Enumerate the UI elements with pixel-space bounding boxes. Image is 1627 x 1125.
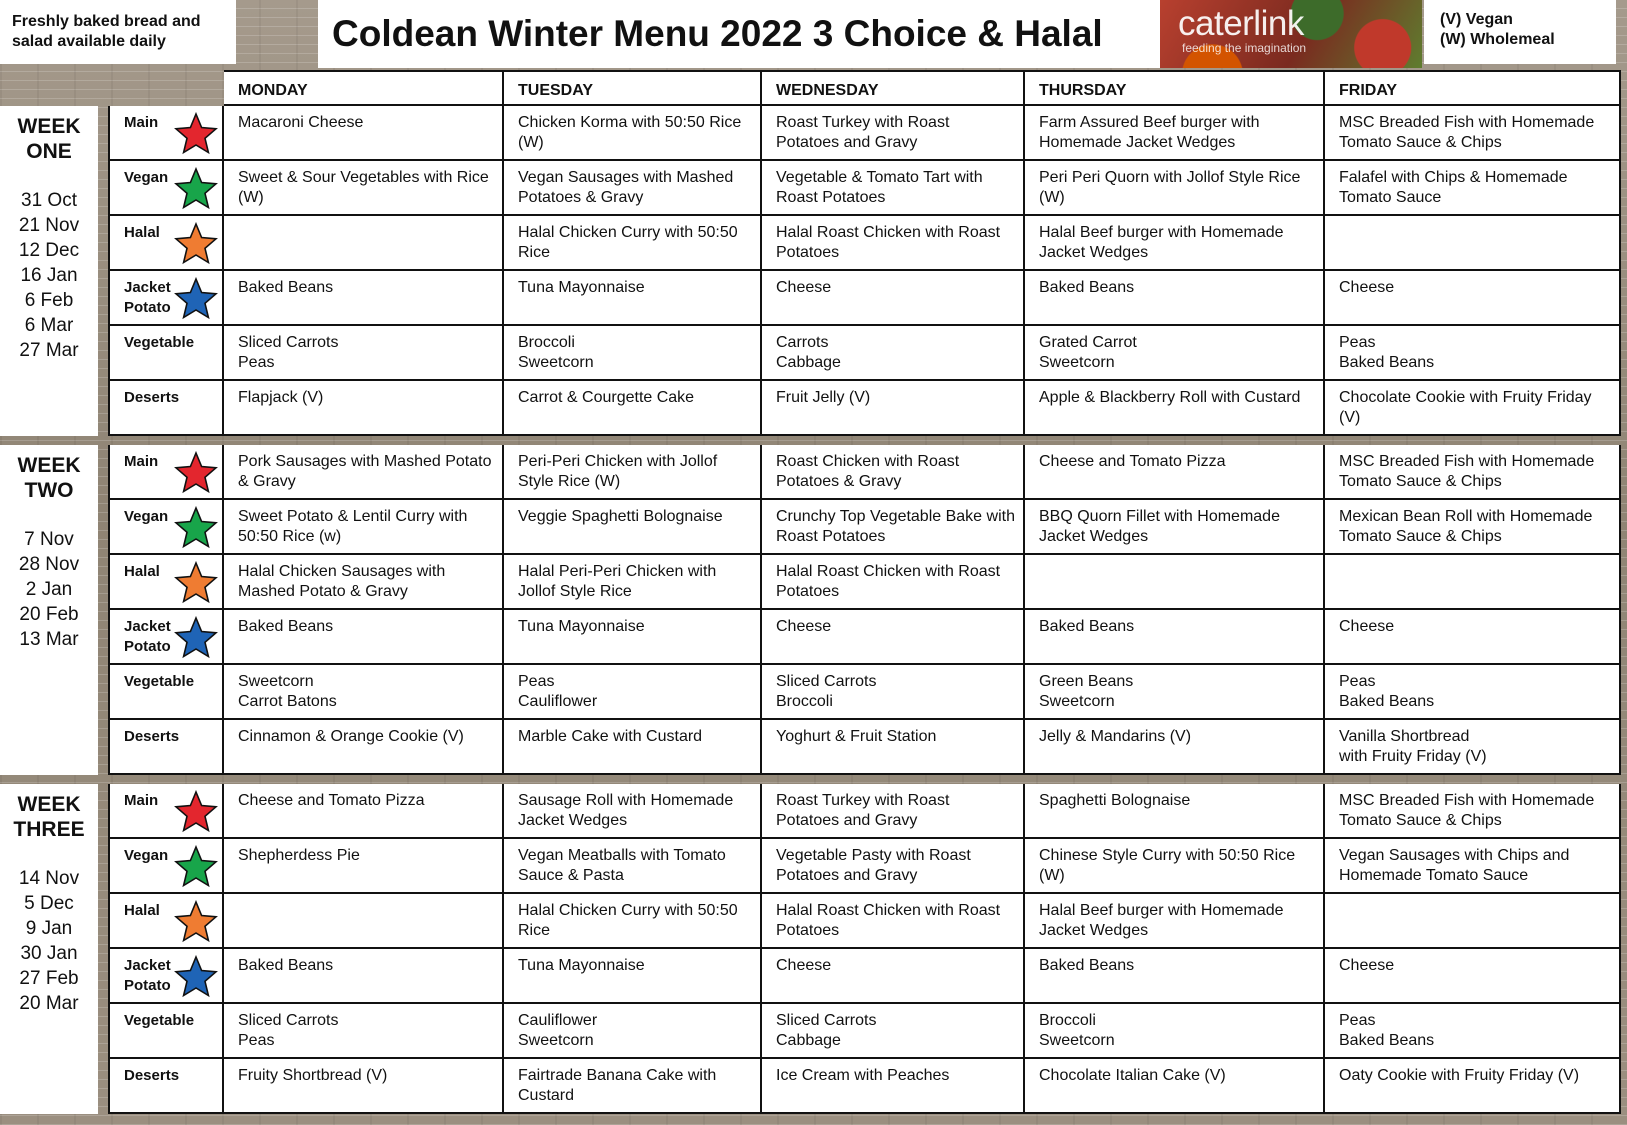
menu-cell-monday: Sweet Potato & Lentil Curry with 50:50 Rice (w) (224, 500, 504, 555)
blue-star-icon (174, 616, 218, 660)
menu-cell-thursday: Halal Beef burger with Homemade Jacket Wedges (1025, 894, 1325, 949)
week-side-panel (0, 445, 98, 775)
category-label-text: Main (124, 792, 159, 809)
menu-cell-thursday: Broccoli Sweetcorn (1025, 1004, 1325, 1059)
category-label-text: Vegetable (124, 1012, 195, 1029)
week-date: 12 Dec (18, 240, 80, 261)
menu-row-vegetable (108, 665, 1621, 720)
menu-cell-friday: Peas Baked Beans (1325, 326, 1621, 381)
caterlink-logo (1160, 0, 1422, 68)
week-side-panel (0, 106, 98, 436)
menu-cell-tuesday: Halal Peri-Peri Chicken with Jollof Style Rice (504, 555, 762, 610)
blue-star-icon (174, 277, 218, 321)
menu-row-halal (108, 555, 1621, 610)
menu-cell-tuesday: Vegan Sausages with Mashed Potatoes & Gravy (504, 161, 762, 216)
week-date: 13 Mar (19, 629, 79, 650)
menu-cell-friday (1325, 555, 1621, 610)
category-label-text: Vegan (124, 847, 169, 864)
menu-cell-thursday: Chocolate Italian Cake (V) (1025, 1059, 1325, 1114)
week-divider (108, 436, 1621, 445)
menu-cell-wednesday: Sliced Carrots Broccoli (762, 665, 1025, 720)
menu-cell-thursday: Grated Carrot Sweetcorn (1025, 326, 1325, 381)
week-dates (0, 527, 98, 652)
week-date: 20 Feb (19, 604, 79, 625)
menu-cell-monday: Sliced Carrots Peas (224, 1004, 504, 1059)
menu-cell-tuesday: Cauliflower Sweetcorn (504, 1004, 762, 1059)
menu-cell-wednesday: Cheese (762, 949, 1025, 1004)
day-header-wednesday: WEDNESDAY (762, 70, 1025, 106)
menu-cell-tuesday: Marble Cake with Custard (504, 720, 762, 775)
category-label (108, 949, 224, 1004)
menu-cell-friday: MSC Breaded Fish with Homemade Tomato Sauce & Chips (1325, 445, 1621, 500)
green-star-icon (174, 506, 218, 550)
week-week-one (17, 106, 1621, 436)
day-header-thursday: THURSDAY (1025, 70, 1325, 106)
category-label-text: Vegan (124, 169, 169, 186)
category-label-text: Halal (124, 224, 160, 241)
legend-vegan: (V) Vegan (1440, 11, 1513, 28)
week-week-three (13, 784, 1621, 1114)
category-label (108, 445, 224, 500)
menu-cell-tuesday: Broccoli Sweetcorn (504, 326, 762, 381)
menu-cell-monday (224, 894, 504, 949)
menu-row-deserts (108, 381, 1621, 436)
week-divider (108, 775, 1621, 784)
menu-cell-thursday: Baked Beans (1025, 271, 1325, 326)
category-label-text: Halal (124, 563, 160, 580)
menu-cell-monday: Halal Chicken Sausages with Mashed Potato & Gravy (224, 555, 504, 610)
week-date: 14 Nov (18, 868, 80, 889)
menu-cell-tuesday: Vegan Meatballs with Tomato Sauce & Pasta (504, 839, 762, 894)
week-date: 6 Feb (24, 290, 74, 311)
menu-row-jacket-potato (108, 949, 1621, 1004)
menu-cell-friday: Peas Baked Beans (1325, 1004, 1621, 1059)
category-label (108, 1059, 224, 1114)
menu-cell-monday: Sliced Carrots Peas (224, 326, 504, 381)
category-label-text: Deserts (124, 728, 180, 745)
category-label (108, 665, 224, 720)
week-date: 16 Jan (20, 265, 78, 286)
menu-cell-friday: Cheese (1325, 610, 1621, 665)
menu-cell-wednesday: Roast Turkey with Roast Potatoes and Gravy (762, 784, 1025, 839)
blue-star-icon (174, 955, 218, 999)
menu-row-main (108, 445, 1621, 500)
week-title: WEEK THREE (13, 793, 85, 841)
category-label-text: Vegan (124, 508, 169, 525)
menu-cell-monday: Baked Beans (224, 271, 504, 326)
menu-cell-tuesday: Tuna Mayonnaise (504, 610, 762, 665)
bread-salad-note: Freshly baked bread and salad available daily (0, 0, 236, 64)
menu-cell-wednesday: Halal Roast Chicken with Roast Potatoes (762, 555, 1025, 610)
week-dates (0, 866, 98, 1016)
menu-title-box (318, 0, 1160, 68)
menu-cell-thursday: Baked Beans (1025, 610, 1325, 665)
menu-cell-monday: Macaroni Cheese (224, 106, 504, 161)
menu-row-deserts (108, 720, 1621, 775)
menu-cell-wednesday: Ice Cream with Peaches (762, 1059, 1025, 1114)
legend-wholemeal: (W) Wholemeal (1440, 31, 1555, 48)
day-header-friday: FRIDAY (1325, 70, 1621, 106)
category-label (108, 839, 224, 894)
menu-cell-wednesday: Yoghurt & Fruit Station (762, 720, 1025, 775)
menu-cell-thursday (1025, 555, 1325, 610)
category-label (108, 271, 224, 326)
menu-cell-wednesday: Cheese (762, 610, 1025, 665)
menu-cell-wednesday: Carrots Cabbage (762, 326, 1025, 381)
menu-cell-monday: Shepherdess Pie (224, 839, 504, 894)
day-header-row (108, 70, 1621, 106)
menu-cell-friday: Falafel with Chips & Homemade Tomato Sauce (1325, 161, 1621, 216)
menu-cell-wednesday: Sliced Carrots Cabbage (762, 1004, 1025, 1059)
category-label (108, 381, 224, 436)
menu-cell-wednesday: Fruit Jelly (V) (762, 381, 1025, 436)
orange-star-icon (174, 222, 218, 266)
category-label (108, 1004, 224, 1059)
menu-row-deserts (108, 1059, 1621, 1114)
category-label-text: Deserts (124, 1067, 180, 1084)
category-label (108, 720, 224, 775)
menu-row-vegetable (108, 326, 1621, 381)
menu-cell-monday: Sweetcorn Carrot Batons (224, 665, 504, 720)
menu-row-vegan (108, 839, 1621, 894)
menu-cell-monday: Baked Beans (224, 949, 504, 1004)
week-date: 21 Nov (18, 215, 80, 236)
category-label (108, 555, 224, 610)
menu-cell-thursday: Green Beans Sweetcorn (1025, 665, 1325, 720)
category-label-text: Vegetable (124, 334, 195, 351)
category-label (108, 106, 224, 161)
category-label-text: Deserts (124, 389, 180, 406)
week-date: 28 Nov (18, 554, 80, 575)
menu-cell-monday: Fruity Shortbread (V) (224, 1059, 504, 1114)
orange-star-icon (174, 561, 218, 605)
menu-row-halal (108, 216, 1621, 271)
menu-row-main (108, 784, 1621, 839)
category-label (108, 500, 224, 555)
menu-cell-tuesday: Peri-Peri Chicken with Jollof Style Rice (W) (504, 445, 762, 500)
menu-cell-monday: Cinnamon & Orange Cookie (V) (224, 720, 504, 775)
menu-row-main (108, 106, 1621, 161)
menu-cell-thursday: Jelly & Mandarins (V) (1025, 720, 1325, 775)
week-date: 9 Jan (25, 918, 73, 939)
menu-cell-tuesday: Tuna Mayonnaise (504, 271, 762, 326)
category-label (108, 784, 224, 839)
menu-cell-monday: Sweet & Sour Vegetables with Rice (W) (224, 161, 504, 216)
menu-cell-thursday: Halal Beef burger with Homemade Jacket Wedges (1025, 216, 1325, 271)
orange-star-icon (174, 900, 218, 944)
day-header-monday: MONDAY (224, 70, 504, 106)
menu-cell-tuesday: Carrot & Courgette Cake (504, 381, 762, 436)
week-date: 20 Mar (19, 993, 79, 1014)
menu-cell-wednesday: Halal Roast Chicken with Roast Potatoes (762, 894, 1025, 949)
menu-cell-monday: Flapjack (V) (224, 381, 504, 436)
week-date: 2 Jan (25, 579, 73, 600)
menu-row-vegan (108, 161, 1621, 216)
menu-cell-friday: Chocolate Cookie with Fruity Friday (V) (1325, 381, 1621, 436)
menu-cell-friday: MSC Breaded Fish with Homemade Tomato Sauce & Chips (1325, 784, 1621, 839)
menu-cell-wednesday: Cheese (762, 271, 1025, 326)
menu-cell-monday (224, 216, 504, 271)
menu-cell-tuesday: Halal Chicken Curry with 50:50 Rice (504, 894, 762, 949)
menu-cell-tuesday: Halal Chicken Curry with 50:50 Rice (504, 216, 762, 271)
menu-cell-wednesday: Vegetable Pasty with Roast Potatoes and Gravy (762, 839, 1025, 894)
week-title: WEEK TWO (17, 454, 81, 502)
menu-cell-monday: Pork Sausages with Mashed Potato & Gravy (224, 445, 504, 500)
page-title: Coldean Winter Menu 2022 3 Choice & Halal (332, 13, 1103, 54)
category-label-text: Halal (124, 902, 160, 919)
menu-cell-friday: Cheese (1325, 271, 1621, 326)
menu-cell-tuesday: Veggie Spaghetti Bolognaise (504, 500, 762, 555)
menu-cell-thursday: Cheese and Tomato Pizza (1025, 445, 1325, 500)
menu-cell-thursday: Baked Beans (1025, 949, 1325, 1004)
day-header-tuesday: TUESDAY (504, 70, 762, 106)
category-label-text: Vegetable (124, 673, 195, 690)
category-label (108, 216, 224, 271)
menu-row-jacket-potato (108, 610, 1621, 665)
menu-cell-friday: Vanilla Shortbread with Fruity Friday (V) (1325, 720, 1621, 775)
menu-cell-friday (1325, 216, 1621, 271)
red-star-icon (174, 790, 218, 834)
menu-cell-friday: Oaty Cookie with Fruity Friday (V) (1325, 1059, 1621, 1114)
red-star-icon (174, 112, 218, 156)
week-date: 6 Mar (24, 315, 74, 336)
category-label (108, 326, 224, 381)
menu-cell-thursday: Farm Assured Beef burger with Homemade Jacket Wedges (1025, 106, 1325, 161)
menu-cell-tuesday: Peas Cauliflower (504, 665, 762, 720)
category-label (108, 894, 224, 949)
menu-cell-thursday: Peri Peri Quorn with Jollof Style Rice (W) (1025, 161, 1325, 216)
week-date: 31 Oct (21, 190, 77, 211)
menu-cell-monday: Baked Beans (224, 610, 504, 665)
week-date: 27 Feb (19, 968, 79, 989)
menu-cell-thursday: Spaghetti Bolognaise (1025, 784, 1325, 839)
category-label (108, 610, 224, 665)
red-star-icon (174, 451, 218, 495)
menu-cell-thursday: Apple & Blackberry Roll with Custard (1025, 381, 1325, 436)
menu-cell-friday: Cheese (1325, 949, 1621, 1004)
category-label (108, 161, 224, 216)
menu-cell-tuesday: Sausage Roll with Homemade Jacket Wedges (504, 784, 762, 839)
green-star-icon (174, 167, 218, 211)
category-label-text: Main (124, 453, 159, 470)
green-star-icon (174, 845, 218, 889)
menu-cell-friday: Vegan Sausages with Chips and Homemade Tomato Sauce (1325, 839, 1621, 894)
menu-cell-tuesday: Chicken Korma with 50:50 Rice (W) (504, 106, 762, 161)
legend (1424, 0, 1616, 64)
brand-tagline: feeding the imagination (1182, 41, 1307, 55)
menu-cell-wednesday: Crunchy Top Vegetable Bake with Roast Potatoes (762, 500, 1025, 555)
menu-cell-friday: Mexican Bean Roll with Homemade Tomato Sauce & Chips (1325, 500, 1621, 555)
menu-cell-wednesday: Halal Roast Chicken with Roast Potatoes (762, 216, 1025, 271)
menu-cell-friday: MSC Breaded Fish with Homemade Tomato Sauce & Chips (1325, 106, 1621, 161)
menu-cell-thursday: Chinese Style Curry with 50:50 Rice (W) (1025, 839, 1325, 894)
menu-cell-wednesday: Roast Turkey with Roast Potatoes and Gravy (762, 106, 1025, 161)
menu-cell-tuesday: Fairtrade Banana Cake with Custard (504, 1059, 762, 1114)
menu-cell-friday: Peas Baked Beans (1325, 665, 1621, 720)
menu-cell-wednesday: Roast Chicken with Roast Potatoes & Gravy (762, 445, 1025, 500)
menu-grid (13, 70, 1621, 1114)
week-week-two (17, 445, 1621, 775)
menu-row-vegan (108, 500, 1621, 555)
week-side-panel (0, 784, 98, 1114)
week-date: 7 Nov (24, 529, 74, 550)
category-label-text: Jacket Potato (124, 618, 171, 655)
week-date: 27 Mar (19, 340, 79, 361)
menu-row-halal (108, 894, 1621, 949)
header-corner (108, 70, 224, 106)
menu-cell-tuesday: Tuna Mayonnaise (504, 949, 762, 1004)
menu-cell-friday (1325, 894, 1621, 949)
brand-name: caterlink (1178, 4, 1304, 43)
menu-cell-monday: Cheese and Tomato Pizza (224, 784, 504, 839)
category-label-text: Jacket Potato (124, 279, 171, 316)
menu-row-jacket-potato (108, 271, 1621, 326)
week-dates (0, 188, 98, 363)
category-label-text: Jacket Potato (124, 957, 171, 994)
category-label-text: Main (124, 114, 159, 131)
menu-cell-thursday: BBQ Quorn Fillet with Homemade Jacket Wedges (1025, 500, 1325, 555)
menu-cell-wednesday: Vegetable & Tomato Tart with Roast Potatoes (762, 161, 1025, 216)
week-date: 30 Jan (20, 943, 78, 964)
week-title: WEEK ONE (17, 115, 81, 163)
week-date: 5 Dec (24, 893, 74, 914)
menu-row-vegetable (108, 1004, 1621, 1059)
